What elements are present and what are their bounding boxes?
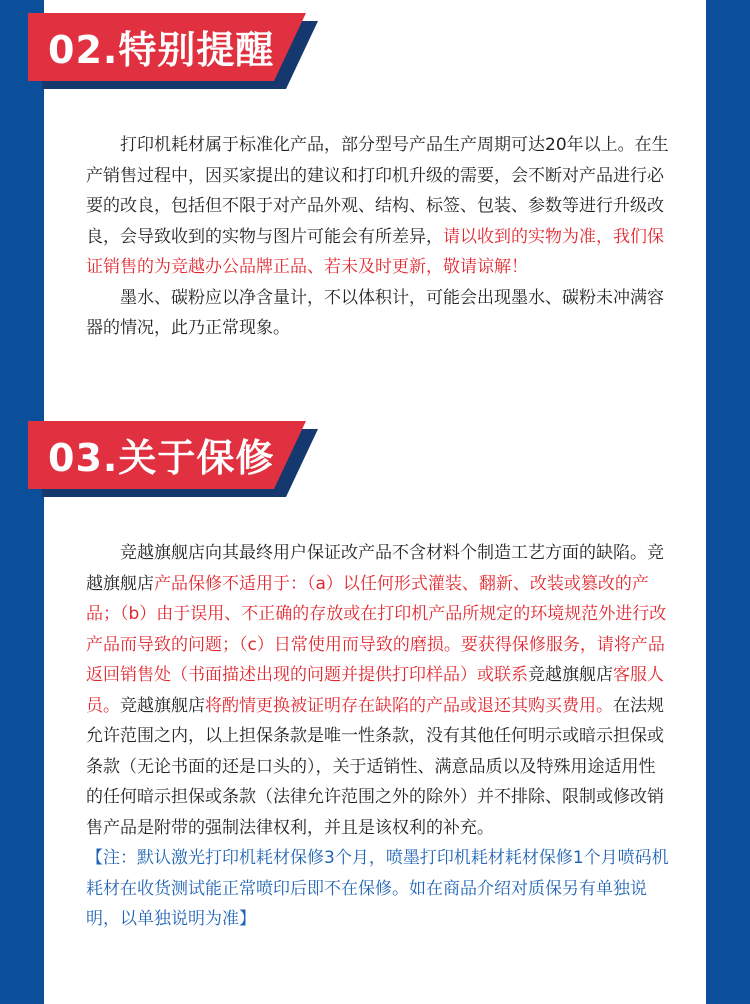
highlight-text: 客服人员。: [86, 665, 664, 716]
section-title: 03.关于保修: [48, 436, 275, 480]
paragraph-text: 竞越旗舰店: [120, 695, 205, 716]
paragraph-text: 墨水、碳粉应以净含量计，不以体积计，可能会出现墨水、碳粉未冲满容器的情况，此乃正常现象。: [86, 287, 664, 338]
highlight-text: 将酌情更换被证明存在缺陷的产品或退还其购买费用。: [205, 695, 613, 716]
section-banner-special-notice: [28, 13, 318, 89]
section-banner-warranty: [28, 421, 318, 497]
highlight-text: 请以收到的实物为准，我们保证销售的为竞越办公品牌正品、若未及时更新，敬请谅解！: [86, 226, 664, 277]
paragraph-text: 打印机耗材属于标准化产品，部分型号产品生产周期可达20年以上。在生产销售过程中，因买家提出的建议和打印机升级的需要，会不断对产品进行必要的改良，包括但不限于对产品外观、结构、标签、包装、参数等进行升级改良，会导致收到的实物与图片可能会有所差异，: [86, 135, 669, 247]
highlight-text: 产品保修不适用于：（a）以任何形式灌装、翻新、改装或篡改的产品；（b）由于误用、不正确的存放或在打印机产品所规定的环境规范外进行改产品而导致的问题；（c）日常使用而导致的磨损。要获得保修服务，请将产品返回销售处（书面描述出现的问题并提供打印样品）或联系: [86, 573, 667, 685]
paragraph: [86, 283, 672, 344]
warranty-note: 【注：默认激光打印机耗材保修3个月，喷墨打印机耗材耗材保修1个月喷码机耗材在收货测试能正常喷印后即不在保修。如在商品介绍对质保另有单独说明，以单独说明为准】: [86, 848, 669, 929]
special-notice-text: [86, 130, 672, 344]
section-title: 02.特别提醒: [48, 28, 275, 72]
paragraph: [86, 130, 672, 283]
paragraph: [86, 538, 672, 843]
paragraph-text: 竞越旗舰店向其最终用户保证改产品不含材料个制造工艺方面的缺陷。竞越旗舰店: [86, 543, 664, 594]
paragraph-text: 竞越旗舰店: [528, 665, 613, 685]
warranty-text: [86, 538, 672, 935]
paragraph-text: 在法规允许范围之内，以上担保条款是唯一性条款，没有其他任何明示或暗示担保或条款（无论书面的还是口头的），关于适销性、满意品质以及特殊用途适用性的任何暗示担保或条款（法律允许范围之外的除外）并不排除、限制或修改销售产品是附带的强制法律权利，并且是该权利的补充。: [86, 695, 664, 838]
